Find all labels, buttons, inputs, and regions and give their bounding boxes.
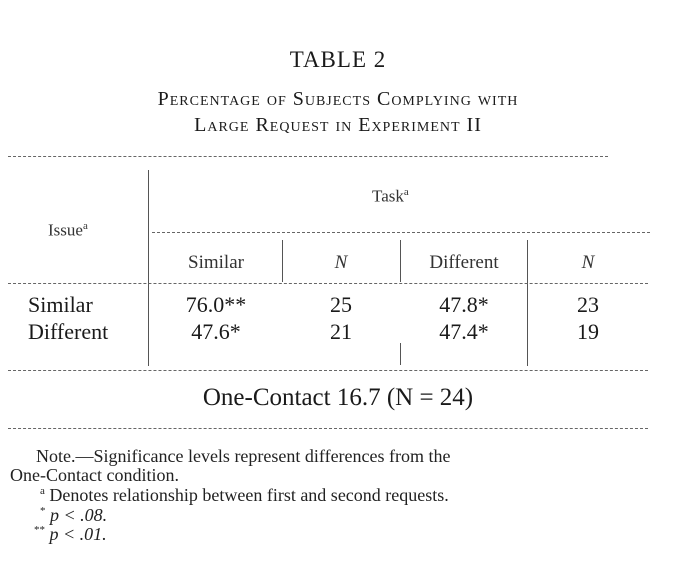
bottom-rule: [8, 428, 648, 429]
cell-different-n2: 19: [577, 319, 599, 344]
issue-header-label: Issue: [48, 220, 83, 240]
col-divider-1: [282, 240, 283, 282]
col-header-n2: N: [581, 252, 595, 273]
footnote-dstar: [34, 524, 107, 545]
col-header-different: Different: [429, 252, 499, 273]
task-header-sup: a: [403, 186, 409, 198]
col-header-n1: N: [334, 252, 348, 273]
task-header-label: Task: [372, 186, 404, 206]
table-title: TABLE 2: [289, 47, 387, 72]
note-line: Note.—Significance levels represent differences from the: [36, 446, 451, 466]
row-label-similar: Similar: [28, 292, 93, 317]
issue-header-sup: a: [82, 220, 88, 232]
issue-header: [48, 220, 88, 241]
col-divider-2: [400, 240, 401, 282]
footnote-dstar-marker: **: [34, 524, 45, 536]
top-rule: [8, 156, 608, 157]
footnote-a-text: Denotes relationship between first and second requests.: [49, 485, 449, 505]
cell-different-n1: 21: [330, 319, 352, 344]
cell-different-different: 47.4*: [439, 319, 489, 344]
row-label-different: Different: [28, 319, 109, 344]
col-header-similar: Similar: [188, 252, 244, 273]
table-subtitle-line2: Large Request in Experiment II: [194, 114, 482, 136]
footnote-star: [40, 505, 107, 526]
one-contact-line: One-Contact 16.7 (N = 24): [202, 384, 474, 411]
footnote-dstar-text: p < .01.: [49, 524, 107, 544]
task-header: [372, 186, 409, 207]
cell-different-similar: 47.6*: [191, 319, 241, 344]
body-rule: [8, 370, 648, 371]
footnote-star-marker: *: [40, 505, 46, 517]
header-rule: [8, 283, 648, 284]
issue-column-divider: [148, 170, 149, 366]
footnote-star-text: p < .08.: [50, 505, 108, 525]
cell-similar-different: 47.8*: [439, 292, 489, 317]
cell-similar-similar: 76.0**: [185, 292, 247, 317]
cell-similar-n2: 23: [577, 292, 599, 317]
note-continuation: One-Contact condition.: [10, 465, 179, 485]
col-divider-2b: [400, 343, 401, 365]
task-rule: [152, 232, 650, 233]
footnote-a-marker: a: [40, 485, 45, 497]
footnote-a: [40, 485, 449, 506]
cell-similar-n1: 25: [330, 292, 352, 317]
table-subtitle-line1: Percentage of Subjects Complying with: [157, 88, 519, 110]
